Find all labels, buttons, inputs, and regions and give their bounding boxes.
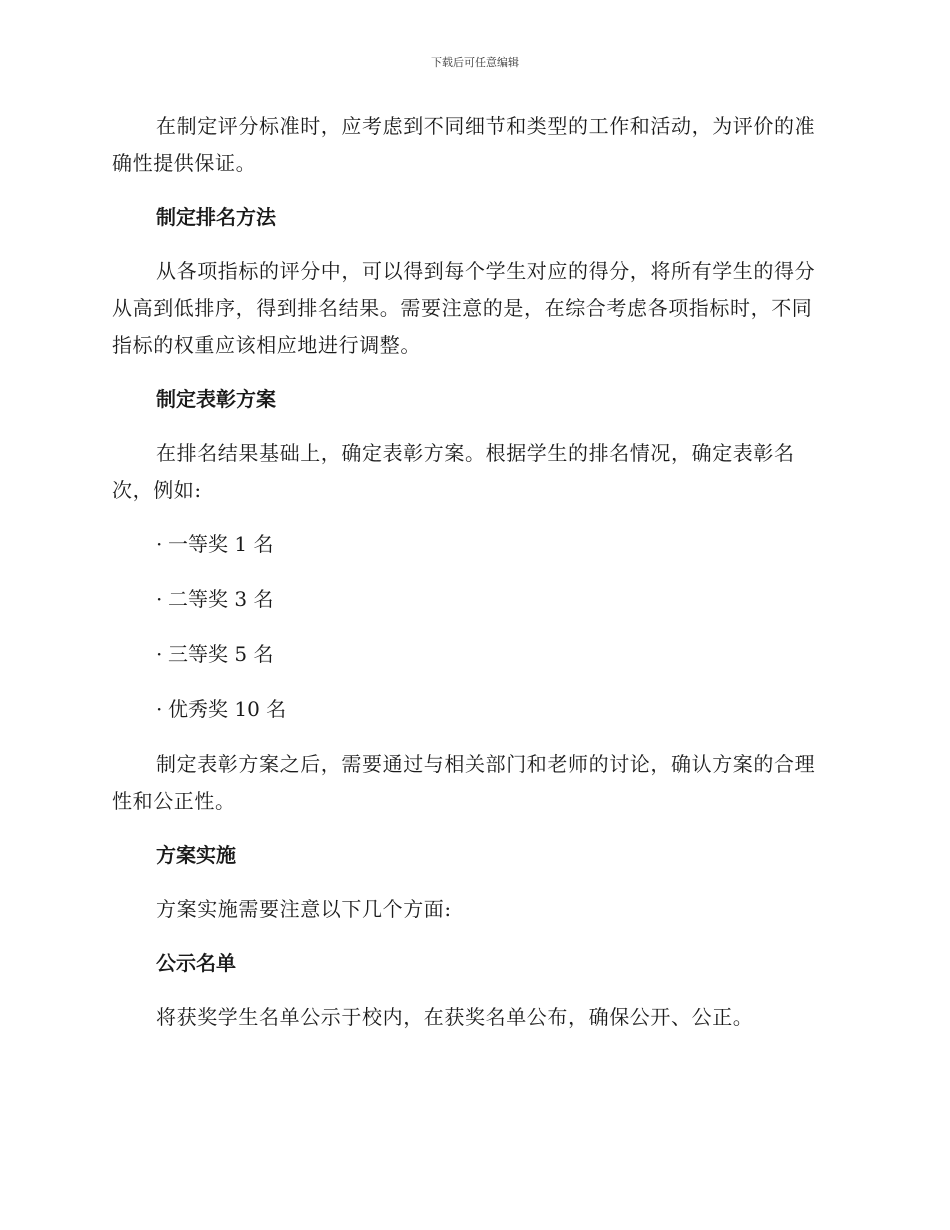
bullet-marker: · <box>156 697 163 721</box>
bullet-text: 三等奖 5 名 <box>168 642 274 666</box>
bullet-marker: · <box>156 642 163 666</box>
bullet-item <box>156 691 832 728</box>
heading-ranking-method: 制定排名方法 <box>156 205 276 229</box>
bullet-item <box>156 581 832 618</box>
bullet-text: 二等奖 3 名 <box>168 587 274 611</box>
paragraph-scoring-standard: 在制定评分标准时，应考虑到不同细节和类型的工作和活动，为评价的准确性提供保证。 <box>112 114 816 175</box>
paragraph-implementation: 方案实施需要注意以下几个方面: <box>156 897 452 921</box>
bullet-text: 一等奖 1 名 <box>168 532 274 556</box>
paragraph-award-review: 制定表彰方案之后，需要通过与相关部门和老师的讨论，确认方案的合理性和公正性。 <box>112 752 816 813</box>
paragraph-award-plan: 在排名结果基础上，确定表彰方案。根据学生的排名情况，确定表彰名次，例如: <box>112 441 795 502</box>
bullet-marker: · <box>156 587 163 611</box>
bullet-item <box>156 526 832 563</box>
paragraph-public-list: 将获奖学生名单公示于校内，在获奖名单公布，确保公开、公正。 <box>156 1005 754 1029</box>
bullet-marker: · <box>156 532 163 556</box>
paragraph-ranking-method: 从各项指标的评分中，可以得到每个学生对应的得分，将所有学生的得分从高到低排序，得到排名结果。需要注意的是，在综合考虑各项指标时，不同指标的权重应该相应地进行调整。 <box>112 259 816 357</box>
heading-public-list: 公示名单 <box>156 951 236 975</box>
bullet-item <box>156 636 832 673</box>
heading-award-plan: 制定表彰方案 <box>156 387 276 411</box>
heading-implementation: 方案实施 <box>156 843 236 867</box>
document-body <box>112 108 832 1053</box>
bullet-text: 优秀奖 10 名 <box>168 697 287 721</box>
page-header: 下载后可任意编辑 <box>431 56 519 69</box>
